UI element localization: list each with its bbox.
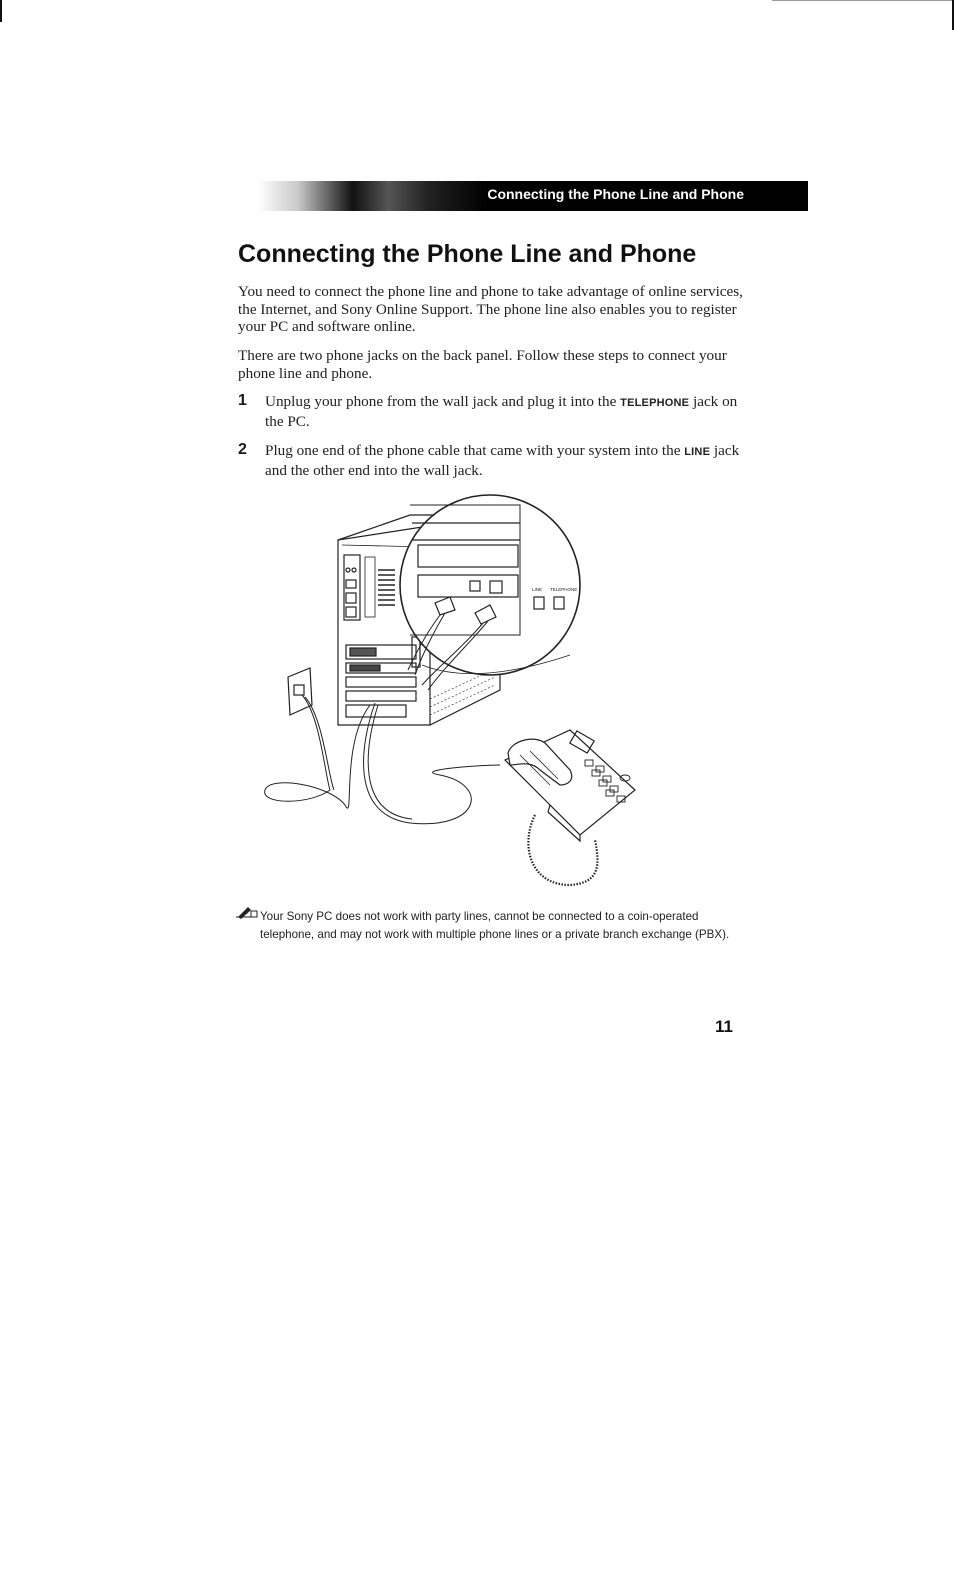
note-text: Your Sony PC does not work with party lines, cannot be connected to a coin-operated telephone, and may not work with multiple phone lines or a private branch exchange (PBX). — [260, 910, 730, 941]
intro-paragraph: You need to connect the phone line and phone to take advantage of online services, the Internet, and Sony Online Support. The phone line also enables you to register your PC and software online. — [238, 283, 743, 335]
phone-connection-illustration — [250, 485, 650, 895]
step-text: Unplug your phone from the wall jack and plug it into the TELEPHONE jack on the PC. — [265, 393, 738, 430]
scan-edge-left — [0, 0, 2, 22]
telephone — [505, 730, 635, 885]
page-title: Connecting the Phone Line and Phone — [238, 240, 697, 268]
scan-edge-top — [772, 0, 952, 1]
jacks-paragraph: There are two phone jacks on the back panel. Follow these steps to connect your phone line and phone. — [238, 347, 727, 382]
line-keyword: LINE — [684, 446, 711, 458]
pencil-note-icon — [236, 903, 258, 919]
telephone-jack-label: TELEPHONE — [550, 587, 578, 592]
running-header-title: Connecting the Phone Line and Phone — [487, 186, 744, 202]
step-number: 1 — [238, 392, 247, 409]
wall-jack — [288, 668, 312, 715]
step-number: 2 — [238, 441, 247, 458]
step-text: Plug one end of the phone cable that came with your system into the LINE jack and the other end into the wall jack. — [265, 442, 740, 479]
running-header-bar — [258, 181, 808, 211]
page-number: 11 — [715, 1017, 733, 1036]
telephone-keyword: TELEPHONE — [620, 397, 690, 409]
line-jack-label: LINE — [532, 587, 543, 592]
